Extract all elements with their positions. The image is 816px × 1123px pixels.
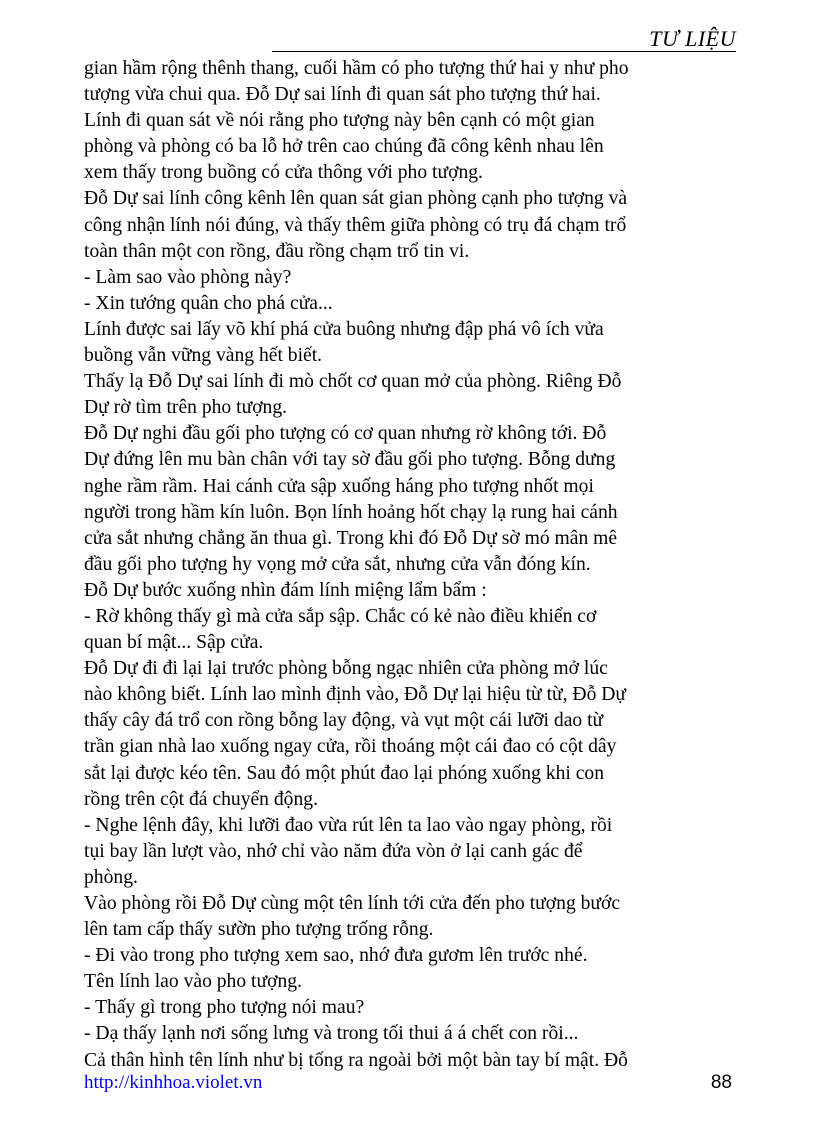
text-line: xem thấy trong buồng có cửa thông với pho tượng.	[84, 162, 483, 184]
text-line: - Dạ thấy lạnh nơi sống lưng và trong tối thui á á chết con rồi...	[84, 1023, 579, 1045]
text-line: thấy cây đá trổ con rồng bỗng lay động, và vụt một cái lưỡi dao từ	[84, 710, 604, 732]
text-line: gian hầm rộng thênh thang, cuối hầm có pho tượng thứ hai y như pho	[84, 58, 629, 79]
text-line: quan bí mật... Sập cửa.	[84, 632, 264, 654]
text-line: Đỗ Dự bước xuống nhìn đám lính miệng lẩm bẩm :	[84, 579, 487, 601]
footer-website-link[interactable]: http://kinhhoa.violet.vn	[84, 1072, 263, 1093]
text-line: công nhận lính nói đúng, và thấy thêm giữa phòng có trụ đá chạm trổ	[84, 214, 627, 236]
text-line: - Rờ không thấy gì mà cửa sắp sập. Chắc có kẻ nào điều khiển cơ	[84, 605, 597, 627]
text-line: Đỗ Dự đi đi lại lại trước phòng bỗng ngạc nhiên cửa phòng mở lúc	[84, 658, 608, 680]
text-line: - Đi vào trong pho tượng xem sao, nhớ đưa gươm lên trước nhé.	[84, 945, 588, 967]
text-line: tượng vừa chui qua. Đỗ Dự sai lính đi quan sát pho tượng thứ hai.	[84, 84, 601, 106]
text-line: phòng.	[84, 866, 138, 888]
text-line: Đỗ Dự nghi đầu gối pho tượng có cơ quan nhưng rờ không tới. Đỗ	[84, 423, 607, 445]
text-line: Đỗ Dự sai lính công kênh lên quan sát gian phòng cạnh pho tượng và	[84, 188, 628, 210]
text-line: - Làm sao vào phòng này?	[84, 266, 292, 288]
header-rule	[272, 51, 736, 52]
text-line: đầu gối pho tượng hy vọng mở cửa sắt, nhưng cửa vẫn đóng kín.	[84, 553, 591, 575]
text-line: sắt lại được kéo tên. Sau đó một phút đao lại phóng xuống khi con	[84, 762, 604, 784]
text-line: người trong hầm kín luôn. Bọn lính hoảng hốt chạy lạ rung hai cánh	[84, 501, 618, 523]
text-line: Dự đứng lên mu bàn chân với tay sờ đầu gối pho tượng. Bỗng dưng	[84, 449, 616, 471]
text-line: cửa sắt nhưng chẳng ăn thua gì. Trong khi đó Đỗ Dự sờ mó mân mê	[84, 527, 618, 549]
text-line: nào không biết. Lính lao mình định vào, Đỗ Dự lại hiệu từ từ, Đỗ Dự	[84, 684, 627, 706]
text-line: Lính đi quan sát về nói rằng pho tượng này bên cạnh có một gian	[84, 110, 595, 132]
text-line: Vào phòng rồi Đỗ Dự cùng một tên lính tới cửa đến pho tượng bước	[84, 893, 621, 914]
text-line: nghe rầm rầm. Hai cánh cửa sập xuống háng pho tượng nhốt mọi	[84, 475, 594, 497]
text-line: Cả thân hình tên lính như bị tống ra ngoài bởi một bàn tay bí mật. Đỗ	[84, 1049, 628, 1071]
text-line: buồng vẫn vững vàng hết biết.	[84, 345, 323, 367]
text-line: - Xin tướng quân cho phá cửa...	[84, 292, 333, 314]
body-text	[84, 56, 734, 1074]
header-title: TƯ LIỆU	[649, 26, 736, 51]
text-line: Tên lính lao vào pho tượng.	[84, 971, 302, 993]
text-line: tụi bay lần lượt vào, nhớ chỉ vào năm đứa vòn ở lại canh gác để	[84, 840, 583, 862]
page-number: 88	[710, 1072, 732, 1093]
text-line: phòng và phòng có ba lỗ hở trên cao chúng đã công kênh nhau lên	[84, 136, 604, 158]
text-line: - Thấy gì trong pho tượng nói mau?	[84, 997, 365, 1019]
text-line: rồng trên cột đá chuyển động.	[84, 788, 318, 810]
text-line: trần gian nhà lao xuống ngay cửa, rồi thoáng một cái đao có cột dây	[84, 736, 617, 758]
text-line: Thấy lạ Đỗ Dự sai lính đi mò chốt cơ quan mở của phòng. Riêng Đỗ	[84, 371, 622, 393]
text-line: lên tam cấp thấy sườn pho tượng trống rỗng.	[84, 919, 434, 941]
text-line: Lính được sai lấy võ khí phá cửa buông nhưng đập phá vô ích vửa	[84, 318, 604, 340]
text-line: - Nghe lệnh đây, khi lưỡi đao vừa rút lên ta lao vào ngay phòng, rồi	[84, 814, 613, 836]
text-line: Dự rờ tìm trên pho tượng.	[84, 397, 288, 419]
text-line: toàn thân một con rồng, đầu rồng chạm trổ tin vi.	[84, 240, 470, 262]
